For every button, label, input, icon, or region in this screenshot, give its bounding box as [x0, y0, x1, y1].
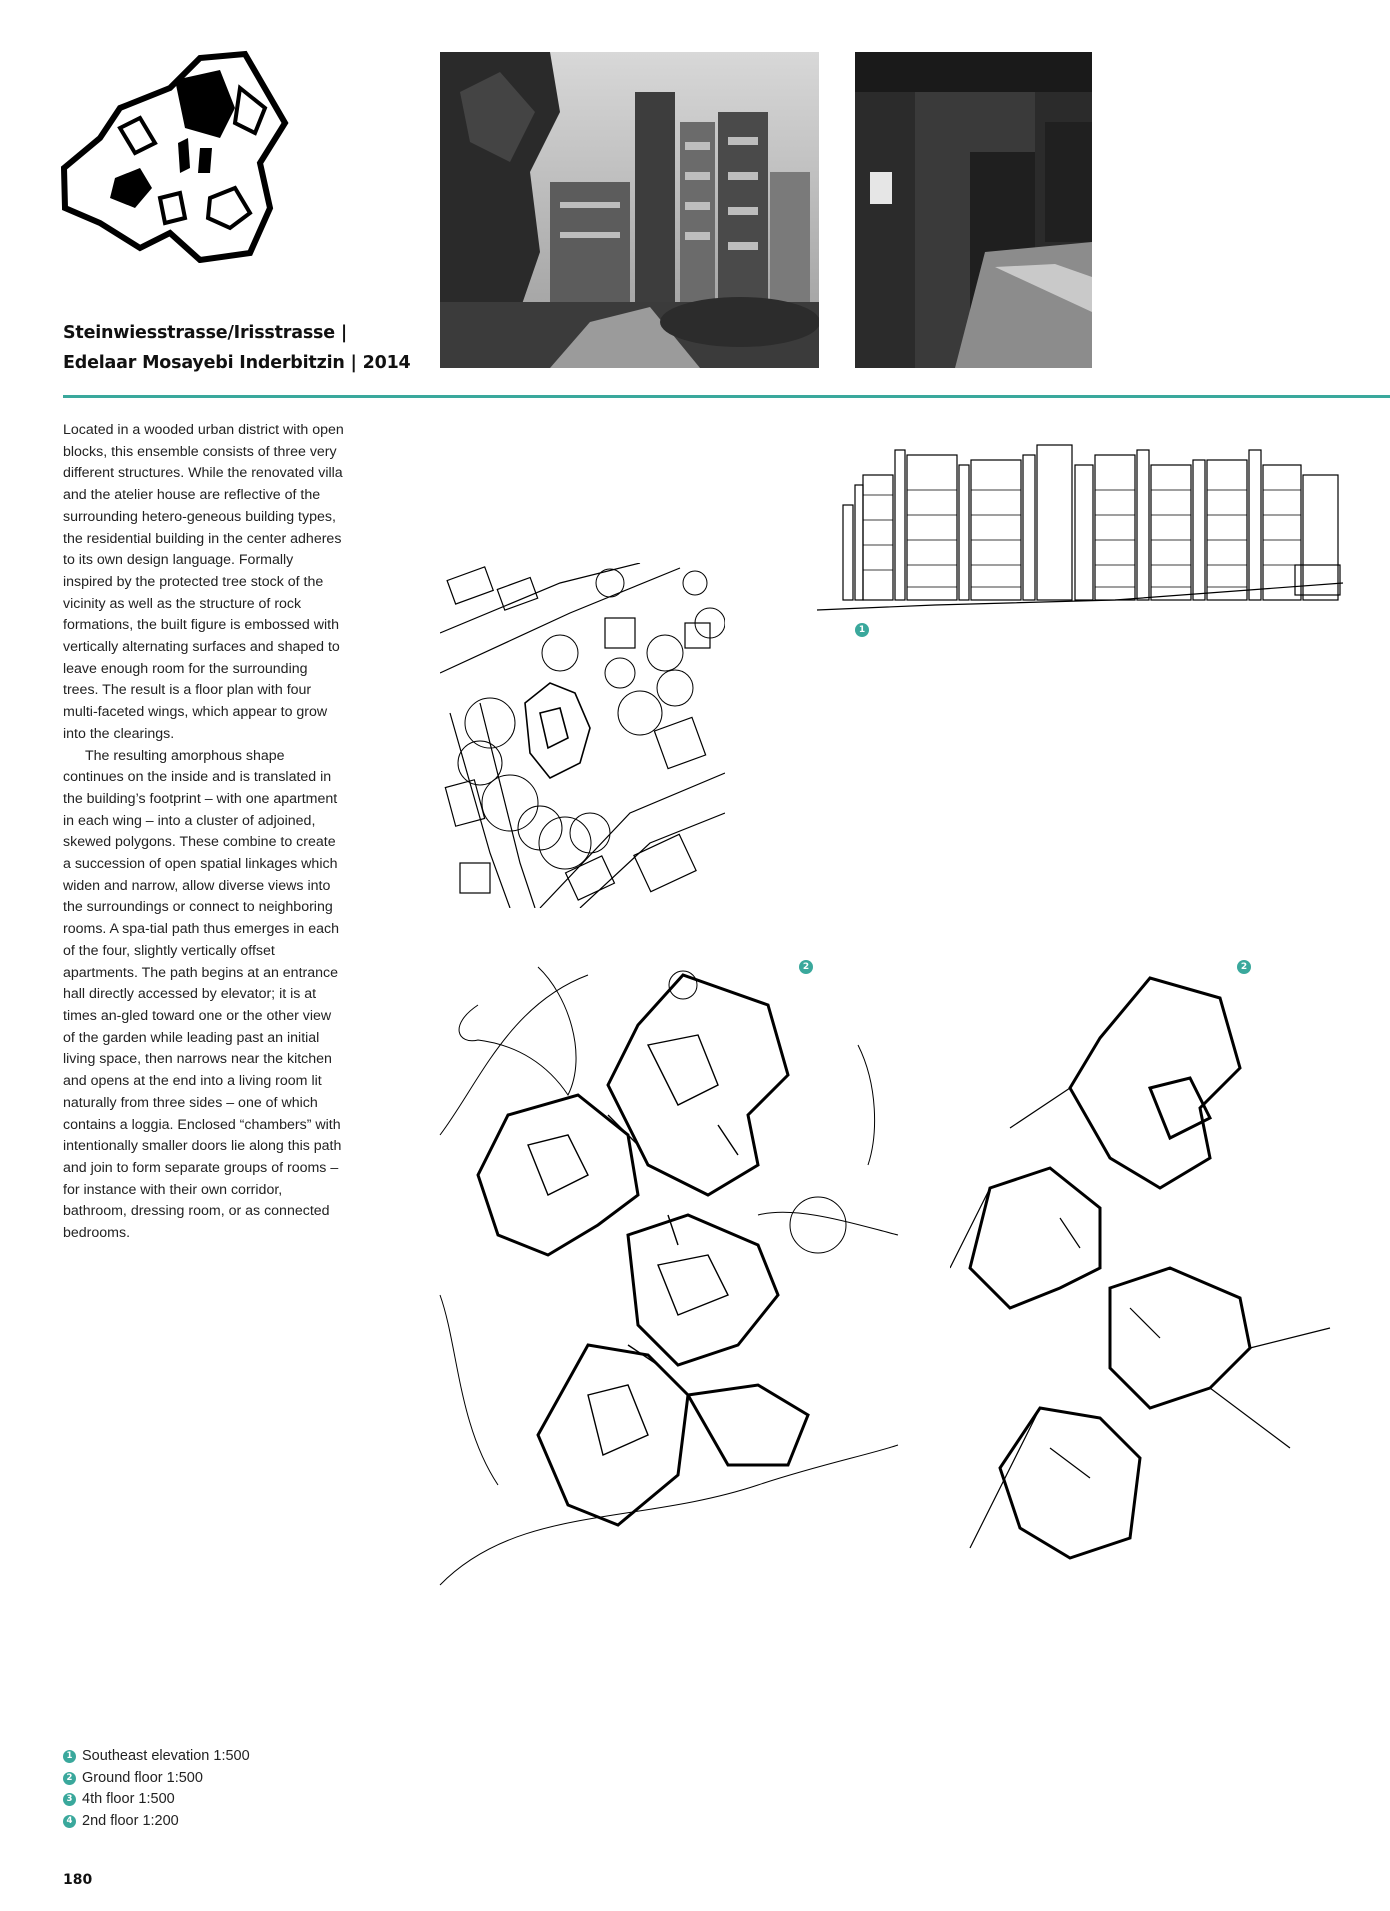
legend-item [63, 1789, 250, 1811]
legend-item [63, 1746, 250, 1768]
fourth-floor-plan [950, 968, 1345, 1568]
southeast-elevation-drawing [815, 415, 1345, 615]
legend-number: 2 [63, 1772, 76, 1785]
header-rule [63, 395, 1390, 398]
paragraph-2: The resulting amorphous shape continues on the inside and is translated in the building’s footprint – with one apartment in each wing – into a cluster of adjoined, skewed polygons. These combine to create a succession of open spatial linkages which widen and narrow, allow diverse views into the surroundings or connect to neighboring rooms. A spa-tial path thus emerges in each of the four, slightly vertically offset apartments. The path begins at an entrance hall directly accessed by elevator; it is at times an-gled toward one or the other view of the garden while leading past an initial living space, then narrows near the kitchen and opens at the end into a living room lit naturally from three sides – one of which contains a loggia. Enclosed “chambers” with intentionally smaller doors lie along this path and join to form separate groups of rooms – for instance with their own corridor, bathroom, dressing room, or as connected bedrooms. [63, 747, 342, 1242]
legend-text: 2nd floor 1:200 [82, 1812, 179, 1829]
legend-item [63, 1811, 250, 1833]
figure-ground-plan [60, 48, 295, 263]
page-number: 180 [63, 1872, 93, 1888]
figure-legend [63, 1746, 250, 1832]
title-line-2: Edelaar Mosayebi Inderbitzin | 2014 [63, 353, 411, 373]
paragraph-1: Located in a wooded urban district with open blocks, this ensemble consists of three very different structures. While the renovated villa and the atelier house are reflective of the surrounding hetero-geneous building types, the residential building in the center adheres to its own design language. Formally inspired by the protected tree stock of the vicinity as well as the structure of rock formations, the built figure is embossed with vertically alternating surfaces and shaped to leave enough room for the surrounding trees. The result is a floor plan with four multi-faceted wings, which appear to grow into the clearings. [63, 422, 344, 742]
interior-photo [855, 52, 1092, 368]
body-text [63, 420, 345, 1245]
marker-ground-floor: 2 [799, 960, 813, 974]
marker-elevation: 1 [855, 623, 869, 637]
marker-fourth-floor: 2 [1237, 960, 1251, 974]
legend-text: Ground floor 1:500 [82, 1769, 203, 1786]
legend-item [63, 1768, 250, 1790]
legend-number: 1 [63, 1750, 76, 1763]
project-title [63, 318, 423, 378]
legend-text: 4th floor 1:500 [82, 1791, 175, 1808]
title-line-1: Steinwiesstrasse/Irisstrasse | [63, 323, 348, 343]
legend-text: Southeast elevation 1:500 [82, 1748, 250, 1764]
ground-floor-plan [438, 965, 903, 1600]
legend-number: 4 [63, 1815, 76, 1828]
site-plan [440, 563, 725, 908]
exterior-photo [440, 52, 819, 368]
legend-number: 3 [63, 1793, 76, 1806]
